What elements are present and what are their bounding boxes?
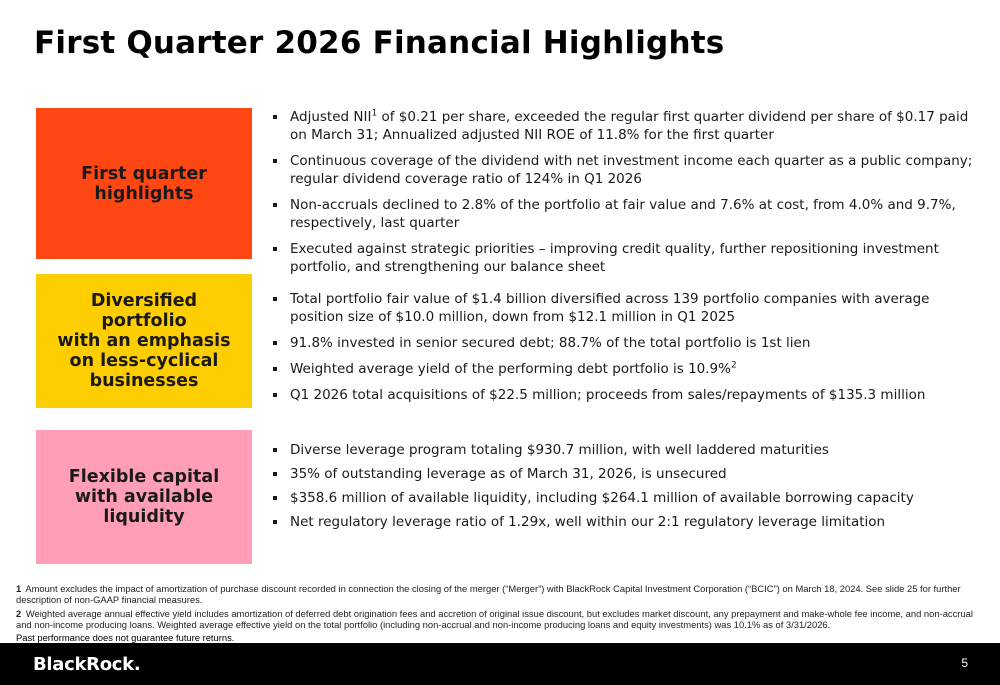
bullet-marker	[273, 393, 277, 397]
bullet-text: $358.6 million of available liquidity, including $264.1 million of available borrowing capacity	[290, 490, 914, 506]
section-highlights	[36, 108, 976, 275]
section-label: First quarter highlights	[81, 163, 207, 204]
bullet-item	[273, 360, 973, 378]
bullet-marker	[273, 297, 277, 301]
bullet-item	[273, 489, 973, 507]
bullet-item	[273, 513, 973, 531]
bullet-marker	[273, 115, 277, 119]
section-label-box	[36, 274, 252, 408]
bullet-marker	[273, 496, 277, 500]
bullet-item	[273, 441, 973, 459]
bullet-text: Q1 2026 total acquisitions of $22.5 million; proceeds from sales/repayments of $135.3 million	[290, 387, 926, 403]
bullet-marker	[273, 247, 277, 251]
section-capital	[36, 430, 976, 564]
section-label: Flexible capital with available liquidity	[68, 467, 220, 527]
bullet-text: 91.8% invested in senior secured debt; 88.7% of the total portfolio is 1st lien	[290, 335, 811, 351]
bullet-item	[273, 290, 973, 326]
footer-bar	[0, 643, 1000, 685]
disclaimer: Past performance does not guarantee future returns.	[16, 632, 235, 644]
footnotes	[16, 583, 986, 645]
footnote-ref: 2	[730, 360, 737, 371]
blackrock-logo: BlackRock.	[33, 654, 141, 675]
bullet-marker	[273, 367, 277, 371]
bullet-marker	[273, 159, 277, 163]
bullet-marker	[273, 341, 277, 345]
bullet-marker	[273, 203, 277, 207]
bullet-text: 35% of outstanding leverage as of March 31, 2026, is unsecured	[290, 466, 727, 482]
bullet-text: Diverse leverage program totaling $930.7 million, with well laddered maturities	[290, 442, 829, 458]
bullet-text: Net regulatory leverage ratio of 1.29x, well within our 2:1 regulatory leverage limitation	[290, 514, 886, 530]
section-label: Diversified portfolio with an emphasis on less-cyclical businesses	[57, 291, 231, 391]
bullet-item	[273, 152, 973, 188]
bullet-text-cont: of $0.21 per share, exceeded the regular first quarter dividend per share of $0.17 paid on March 31; Annualized adjusted NII ROE of 11.8% for the first quarter	[290, 109, 969, 143]
bullet-item	[273, 465, 973, 483]
bullet-item	[273, 334, 973, 352]
bullet-marker	[273, 448, 277, 452]
bullet-item	[273, 240, 973, 276]
footnote-ref: 1	[371, 108, 378, 119]
bullet-list	[273, 108, 973, 276]
bullet-marker	[273, 472, 277, 476]
footnote-1: 1 Amount excludes the impact of amortization of purchase discount recorded in connection the closing of the merger (“Merger”) with BlackRock Capital Investment Corporation (“BCIC”) on March 18, 2024. See slide 25 for further description of non-GAAP financial measures.	[16, 583, 961, 606]
bullet-list	[273, 290, 973, 404]
bullet-item	[273, 196, 973, 232]
section-label-box	[36, 430, 252, 564]
bullet-text: Non-accruals declined to 2.8% of the portfolio at fair value and 7.6% at cost, from 4.0% and 9.7%, respectively, last quarter	[290, 197, 956, 231]
bullet-list	[273, 441, 973, 531]
bullet-marker	[273, 520, 277, 524]
bullet-text: Total portfolio fair value of $1.4 billion diversified across 139 portfolio companies with average position size of $10.0 million, down from $12.1 million in Q1 2025	[290, 291, 930, 325]
bullet-text: Adjusted NII	[290, 109, 372, 125]
bullet-text: Continuous coverage of the dividend with net investment income each quarter as a public company; regular dividend coverage ratio of 124% in Q1 2026	[290, 153, 973, 187]
section-label-box	[36, 108, 252, 259]
bullet-item	[273, 386, 973, 404]
page-title: First Quarter 2026 Financial Highlights	[34, 25, 725, 61]
bullet-text: Weighted average yield of the performing debt portfolio is 10.9%	[290, 361, 731, 377]
footnote-2: 2 Weighted average annual effective yield includes amortization of deferred debt origination fees and accretion of original issue discount, but excludes market discount, any prepayment and make-whole fee income, and non-accrual and non-income producing loans. Weighted average effective yield on the total portfolio (including non-accrual and non-income producing loans and equity investments) was 10.1% as of 3/31/2026.	[16, 607, 973, 630]
page-number: 5	[961, 656, 968, 670]
section-portfolio	[36, 274, 976, 408]
bullet-item	[273, 108, 973, 144]
bullet-text: Executed against strategic priorities – improving credit quality, further repositioning investment portfolio, and strengthening our balance sheet	[290, 241, 939, 275]
